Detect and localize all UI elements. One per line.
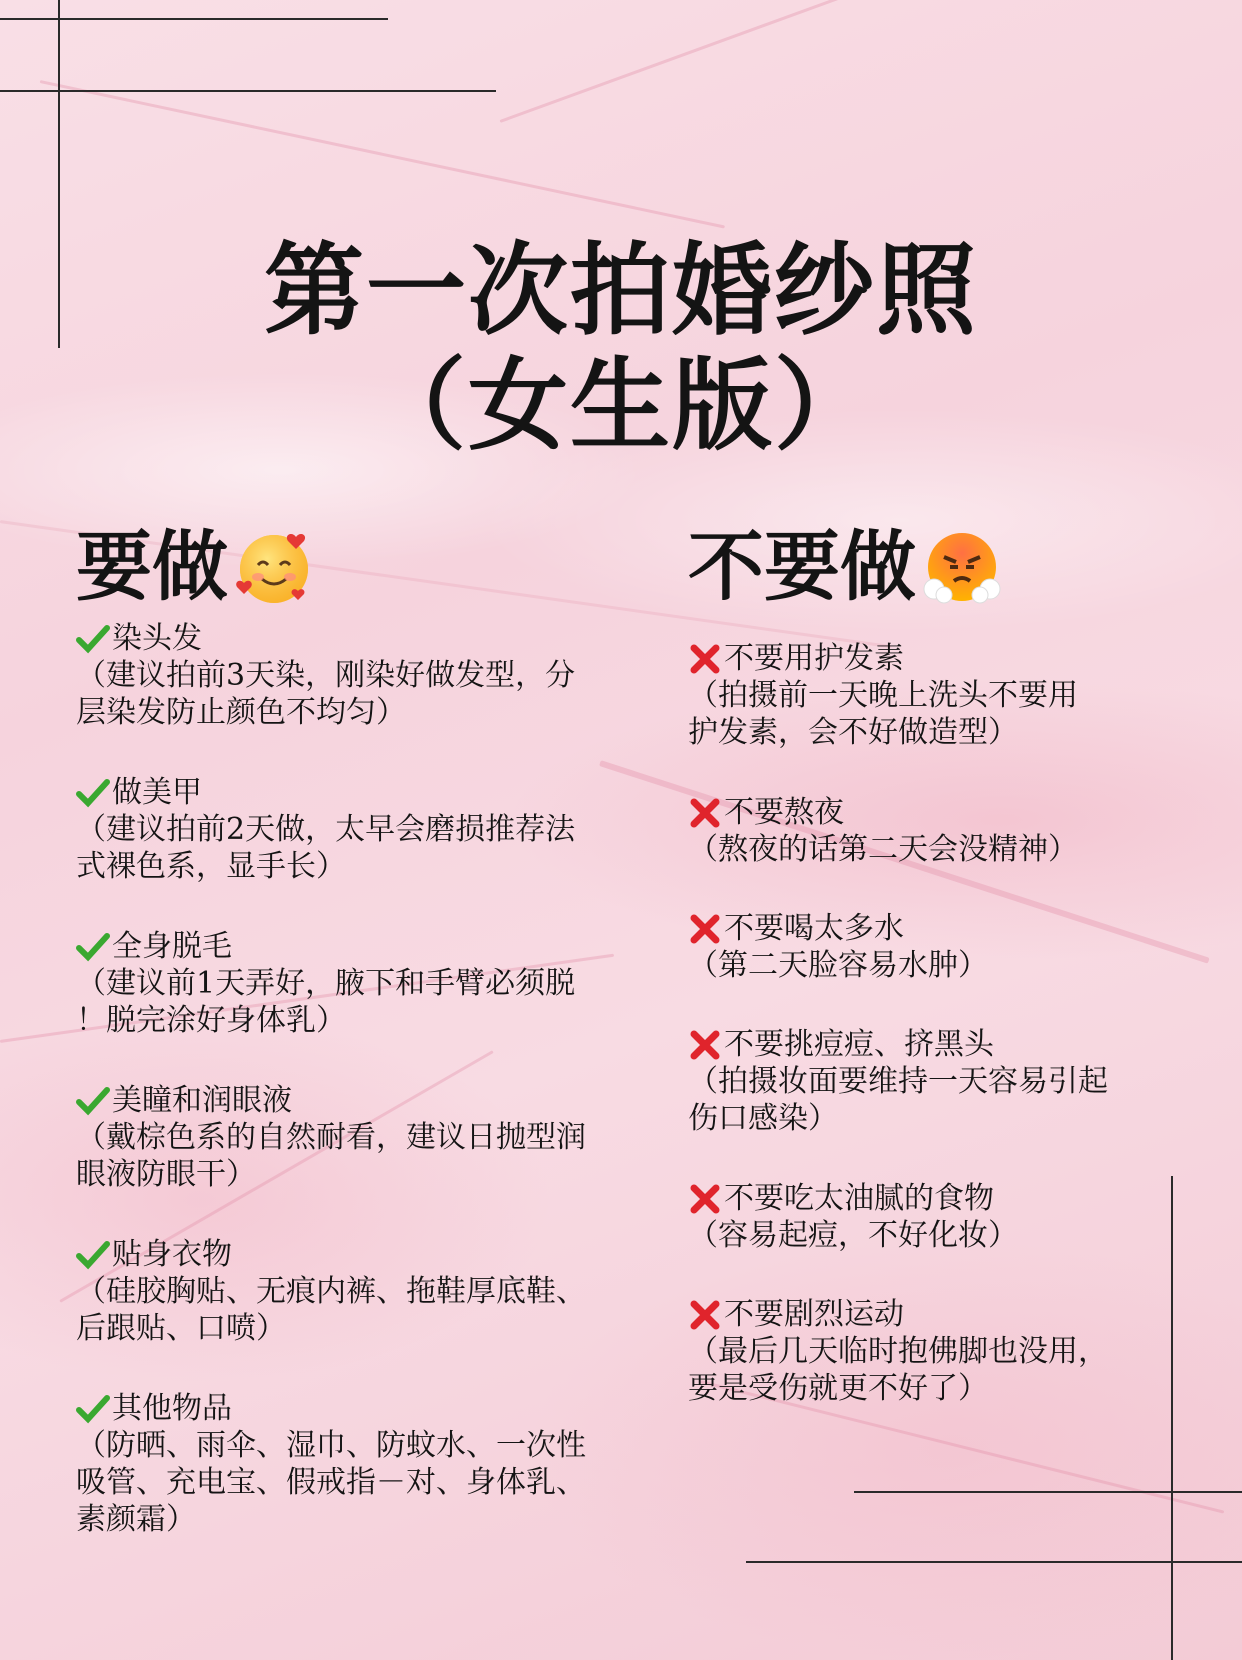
cross-mark-icon <box>688 912 722 946</box>
dont-column-header <box>688 522 1002 612</box>
dont-item <box>688 1026 1168 1137</box>
do-item-title: 其他物品 <box>112 1391 232 1426</box>
do-item-desc: （建议拍前2天做，太早会磨损推荐法 式裸色系，显手长） <box>76 812 576 884</box>
marble-vein <box>40 80 725 228</box>
dont-heading: 不要做 <box>688 522 916 611</box>
check-mark-icon <box>76 1392 110 1426</box>
do-item-desc: （戴棕色系的自然耐看，建议日抛型润 眼液防眼干） <box>76 1120 586 1192</box>
frame-line <box>0 18 388 20</box>
dont-item-desc: （容易起痘，不好化妆） <box>688 1218 1018 1253</box>
frame-line <box>0 90 496 92</box>
do-heading: 要做 <box>76 522 228 611</box>
dont-item-title: 不要吃太油腻的食物 <box>724 1181 994 1216</box>
do-item <box>76 620 616 731</box>
do-item-desc: （硅胶胸贴、无痕内裤、拖鞋厚底鞋、 后跟贴、口喷） <box>76 1274 586 1346</box>
cross-mark-icon <box>688 642 722 676</box>
cross-mark-icon <box>688 796 722 830</box>
do-item-title: 贴身衣物 <box>112 1237 232 1272</box>
do-item-title: 全身脱毛 <box>112 929 232 964</box>
dont-item-title: 不要用护发素 <box>724 641 904 676</box>
cross-mark-icon <box>688 1028 722 1062</box>
dont-item-title: 不要喝太多水 <box>724 911 904 946</box>
frame-line <box>1171 1176 1173 1660</box>
do-item <box>76 1236 616 1347</box>
check-mark-icon <box>76 1238 110 1272</box>
check-mark-icon <box>76 1084 110 1118</box>
dont-item <box>688 1296 1168 1407</box>
do-item-desc: （防晒、雨伞、湿巾、防蚊水、一次性 吸管、充电宝、假戒指－对、身体乳、 素颜霜） <box>76 1428 586 1537</box>
dont-item-desc: （拍摄妆面要维持一天容易引起 伤口感染） <box>688 1064 1108 1136</box>
cross-mark-icon <box>688 1182 722 1216</box>
check-mark-icon <box>76 930 110 964</box>
dont-item <box>688 910 1168 984</box>
do-item <box>76 774 616 885</box>
do-item <box>76 1390 616 1538</box>
page-subtitle: （女生版） <box>366 346 876 464</box>
do-item <box>76 928 616 1039</box>
do-item-title: 染头发 <box>112 621 202 656</box>
dont-item <box>688 1180 1168 1254</box>
do-column-header <box>76 522 314 612</box>
dont-item <box>688 640 1168 751</box>
dont-item-title: 不要剧烈运动 <box>724 1297 904 1332</box>
smiling-face-with-hearts-icon <box>234 527 314 607</box>
do-item-title: 做美甲 <box>112 775 202 810</box>
marble-vein <box>499 0 1064 123</box>
dont-item-desc: （拍摄前一天晚上洗头不要用 护发素，会不好做造型） <box>688 678 1078 750</box>
do-item-desc: （建议前1天弄好，腋下和手臂必须脱 ！脱完涂好身体乳） <box>76 966 576 1038</box>
dont-item <box>688 794 1168 868</box>
check-mark-icon <box>76 622 110 656</box>
check-mark-icon <box>76 776 110 810</box>
dont-item-title: 不要熬夜 <box>724 795 844 830</box>
cross-mark-icon <box>688 1298 722 1332</box>
do-item <box>76 1082 616 1193</box>
face-with-steam-icon <box>922 527 1002 607</box>
dont-item-desc: （熬夜的话第二天会没精神） <box>688 832 1078 867</box>
frame-line <box>854 1491 1242 1493</box>
frame-line <box>746 1561 1242 1563</box>
page-title: 第一次拍婚纱照 <box>264 231 978 349</box>
dont-item-title: 不要挑痘痘、挤黑头 <box>724 1027 994 1062</box>
do-item-desc: （建议拍前3天染，刚染好做发型，分 层染发防止颜色不均匀） <box>76 658 576 730</box>
dont-item-desc: （第二天脸容易水肿） <box>688 948 988 983</box>
dont-item-desc: （最后几天临时抱佛脚也没用， 要是受伤就更不好了） <box>688 1334 1108 1406</box>
do-item-title: 美瞳和润眼液 <box>112 1083 292 1118</box>
